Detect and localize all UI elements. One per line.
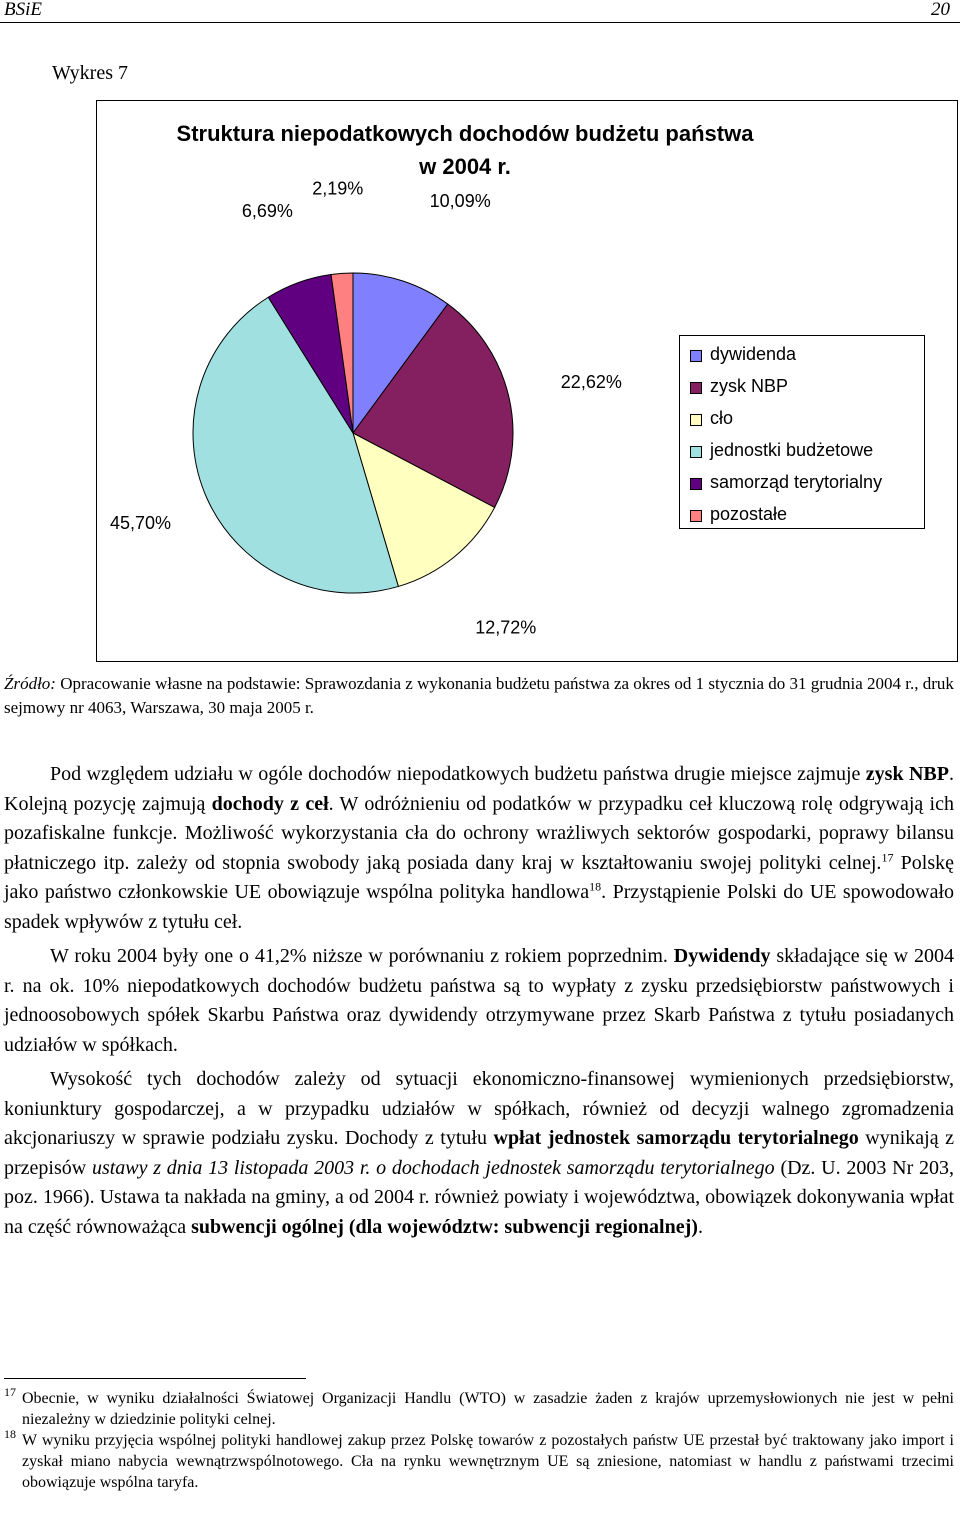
pie-data-label-3: 45,70% [110, 512, 172, 533]
p1-text-2: . Kolejną pozycję zajmują [4, 763, 954, 815]
footnote-17 [4, 1385, 954, 1430]
footnote-18 [4, 1427, 954, 1493]
legend-label: samorząd terytorialny [710, 472, 883, 492]
footnote-mark: 18 [4, 1427, 16, 1441]
chart-title-line2: w 2004 r. [419, 154, 511, 179]
footnote-ref-18[interactable]: 18 [589, 879, 602, 894]
pie-data-label-5: 2,19% [312, 178, 364, 199]
header-rule [0, 22, 960, 23]
p3-text-1: Wysokość tych dochodów zależy od sytuacji ekonomiczno-finansowej wymienionych przedsiębiorstw, koniunktury gospodarczej, a w przypadku udziałów w spółkach, również od decyzji walnego zgromadzenia akcjonariuszy w sprawie podziału zysku. Dochody z tytułu [4, 1068, 954, 1149]
paragraph-3 [4, 1065, 954, 1242]
source-prefix: Źródło: [4, 674, 56, 693]
p2-bold-dywidendy: Dywidendy [673, 945, 771, 967]
legend-swatch [690, 446, 702, 458]
footnote-rule [4, 1378, 306, 1379]
footnote-text: W wyniku przyjęcia wspólnej polityki handlowej zakup przez Polskę towarów z pozostałych państw UE przestał być traktowany jako import i zyskał miano nabycia wewnątrzwspólnotowego. Cła na rynku wewnętrznym UE są zniesione, natomiast w handlu z państwami trzecimi obowiązuje wspólna taryfa. [22, 1432, 954, 1491]
p1-text-5: . Przystąpienie Polski do UE spowodowało spadek wpływów z tytułu ceł. [4, 881, 954, 933]
p3-text-3: (Dz. U. 2003 Nr 203, poz. 1966). Ustawa ta nakłada na gminy, a od 2004 r. również powiaty i województwa, obowiązek dokonywania wpłat na część równoważąca [4, 1156, 954, 1238]
p3-text-2: wynikają z przepisów [4, 1127, 954, 1179]
legend-label: pozostałe [710, 504, 788, 524]
p3-bold-subwencja: subwencji ogólnej (dla województw: subwencji regionalnej) [191, 1215, 698, 1238]
p2-text-1: W roku 2004 były one o 41,2% niższe w porównaniu z rokiem poprzednim. [50, 945, 674, 967]
footnotes [4, 1385, 954, 1493]
legend-swatch [690, 414, 702, 426]
page-header [0, 0, 960, 22]
figure-source [4, 672, 954, 720]
legend-label: dywidenda [710, 344, 797, 364]
p1-text-4: Polskę jako państwo członkowskie UE obowiązuje wspólna polityka handlowa [4, 851, 954, 903]
legend-label: jednostki budżetowe [710, 440, 874, 460]
paragraph-2 [4, 942, 954, 1060]
p1-bold-dochody-z-cel: dochody z ceł [211, 792, 329, 815]
pie-data-label-4: 6,69% [241, 201, 293, 222]
header-publisher: BSiE [4, 0, 42, 20]
figure-label: Wykres 7 [52, 62, 128, 84]
footnote-ref-17[interactable]: 17 [881, 849, 894, 864]
legend-label: cło [710, 408, 734, 428]
chart-frame [96, 100, 958, 662]
p3-bold-wplaty-jst: wpłat jednostek samorządu terytorialnego [493, 1127, 859, 1149]
footnote-text: Obecnie, w wyniku działalności Światowej Organizacji Handlu (WTO) w zasadzie żaden z krajów uprzemysłowionych nie jest w pełni niezależny w dziedzinie polityki celnej. [22, 1390, 954, 1428]
legend-label: zysk NBP [710, 376, 789, 396]
p2-text-2: składające się w 2004 r. na ok. 10% niepodatkowych dochodów budżetu państwa są to wypłaty z zysku przedsiębiorstw państwowych i jednoosobowych spółek Skarbu Państwa oraz dywidendy otrzymywane przez Skarb Państwa z tytułu posiadanych udziałów w spółkach. [4, 945, 954, 1056]
pie-data-label-2: 12,72% [475, 617, 537, 638]
chart-legend [679, 335, 925, 529]
page-number: 20 [931, 0, 950, 20]
p3-text-4: . [697, 1215, 703, 1238]
paragraph-1 [4, 760, 954, 937]
p3-italic-ustawa: ustawy z dnia 13 listopada 2003 r. o dochodach jednostek samorządu terytorialnego [91, 1156, 775, 1179]
legend-swatch [690, 510, 702, 522]
body-text [4, 760, 954, 1242]
pie-data-label-1: 22,62% [560, 371, 622, 392]
legend-swatch [690, 478, 702, 490]
chart-title-line1: Struktura niepodatkowych dochodów budżetu państwa [176, 121, 754, 146]
p1-text-1: Pod względem udziału w ogóle dochodów niepodatkowych budżetu państwa drugie miejsce zajmuje [50, 763, 866, 785]
legend-swatch [690, 382, 702, 394]
footnote-mark: 17 [4, 1385, 16, 1399]
p1-text-3: . W odróżnieniu od podatków w przypadku ceł kluczową rolę odgrywają ich pozafiskalne funkcje. Możliwość wykorzystania cła do ochrony wrażliwych sektorów gospodarki, poprawy bilansu płatniczego itp. zależy od stopnia swobody jaką posiada dany kraj w kształtowaniu swojej polityki celnej. [4, 792, 954, 874]
source-text: Opracowanie własne na podstawie: Sprawozdania z wykonania budżetu państwa za okres od 1 stycznia do 31 grudnia 2004 r., druk sejmowy nr 4063, Warszawa, 30 maja 2005 r. [4, 674, 954, 717]
p1-bold-zysk-nbp: zysk NBP [865, 763, 949, 785]
pie-data-label-0: 10,09% [429, 190, 491, 211]
legend-swatch [690, 350, 702, 362]
